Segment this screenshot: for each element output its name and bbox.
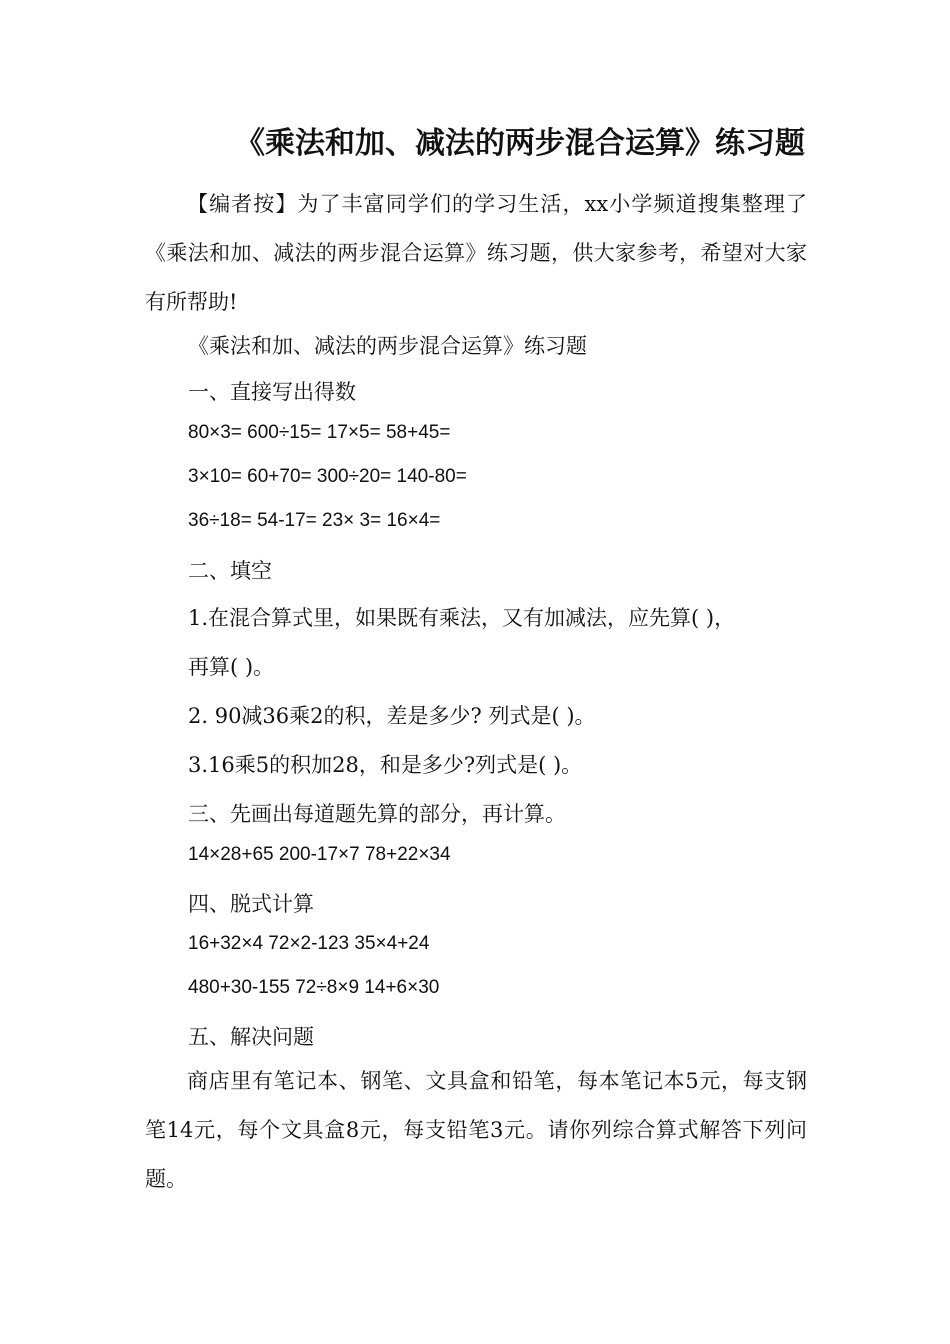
section-1-row-2: 3×10= 60+70= 300÷20= 140-80= bbox=[188, 466, 467, 487]
section-1-row-1: 80×3= 600÷15= 17×5= 58+45= bbox=[188, 422, 451, 443]
section-3-heading: 三、先画出每道题先算的部分，再计算。 bbox=[188, 802, 566, 826]
editor-note-paragraph: 【编者按】为了丰富同学们的学习生活，xx小学频道搜集整理了《乘法和加、减法的两步混合运算》练习题，供大家参考，希望对大家有所帮助! bbox=[145, 192, 807, 314]
fill-question-1-line-2: 再算( )。 bbox=[188, 655, 275, 679]
section-2-heading: 二、填空 bbox=[188, 559, 272, 583]
section-3-row: 14×28+65 200-17×7 78+22×34 bbox=[188, 844, 451, 865]
section-1-row-3: 36÷18= 54-17= 23× 3= 16×4= bbox=[188, 510, 441, 531]
fill-question-3: 3.16乘5的积加28，和是多少?列式是( )。 bbox=[188, 753, 583, 777]
section-5-heading: 五、解决问题 bbox=[188, 1025, 314, 1049]
section-4-row-1: 16+32×4 72×2-123 35×4+24 bbox=[188, 933, 430, 954]
subtitle: 《乘法和加、减法的两步混合运算》练习题 bbox=[188, 334, 587, 358]
section-4-row-2: 480+30-155 72÷8×9 14+6×30 bbox=[188, 977, 440, 998]
problem-paragraph: 商店里有笔记本、钢笔、文具盒和铅笔，每本笔记本5元，每支钢笔14元，每个文具盒8元，每支铅笔3元。请你列综合算式解答下列问题。 bbox=[145, 1069, 807, 1191]
section-4-heading: 四、脱式计算 bbox=[188, 892, 314, 916]
document-title: 《乘法和加、减法的两步混合运算》练习题 bbox=[235, 126, 805, 161]
fill-question-1-line-1: 1.在混合算式里，如果既有乘法，又有加减法，应先算( )， bbox=[188, 606, 736, 630]
section-1-heading: 一、直接写出得数 bbox=[188, 380, 356, 404]
fill-question-2: 2. 90减36乘2的积，差是多少? 列式是( )。 bbox=[188, 704, 596, 728]
